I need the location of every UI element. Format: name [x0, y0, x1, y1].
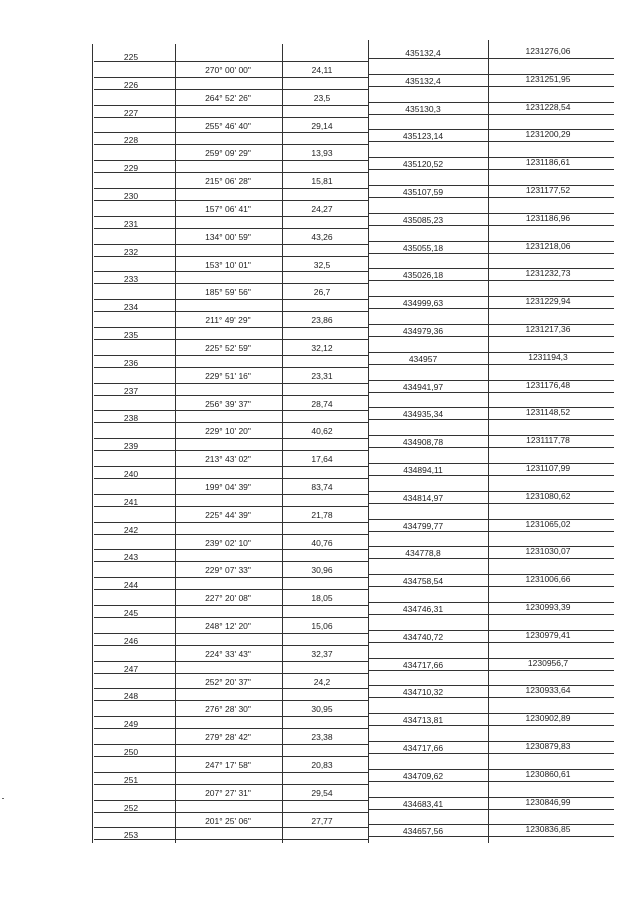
segment-length: 29,54 — [311, 787, 333, 798]
segment-length: 24,11 — [311, 65, 333, 75]
row-separator — [94, 522, 368, 523]
row-separator — [94, 466, 368, 467]
point-number: 228 — [123, 135, 139, 146]
segment-length: 32,12 — [311, 343, 333, 353]
point-number: 230 — [123, 191, 139, 201]
row-separator — [368, 86, 614, 87]
row-separator — [368, 225, 614, 226]
row-separator — [94, 188, 368, 189]
row-separator — [94, 244, 368, 245]
row-separator — [94, 605, 368, 606]
direction-angle: 239° 02' 10" — [205, 537, 251, 548]
row-separator — [368, 614, 614, 615]
direction-angle: 270° 00' 00" — [205, 65, 251, 75]
point-number: 231 — [123, 218, 139, 229]
row-separator — [368, 268, 614, 269]
column-divider — [368, 40, 369, 843]
segment-length: 20,83 — [311, 760, 333, 770]
row-separator — [368, 129, 614, 130]
row-separator — [94, 383, 368, 384]
direction-angle: 211° 49' 29" — [205, 315, 251, 326]
coordinate-x: 434717,66 — [402, 659, 444, 670]
direction-angle: 276° 28' 30" — [205, 704, 251, 715]
direction-angle: 225° 44' 39" — [205, 509, 251, 520]
coordinate-y: 1231030,07 — [525, 546, 571, 557]
point-number: 245 — [123, 608, 139, 618]
row-separator — [368, 503, 614, 504]
row-separator — [94, 661, 368, 662]
point-number: 236 — [123, 357, 139, 368]
segment-length: 26,7 — [313, 287, 331, 298]
point-number: 253 — [123, 830, 139, 841]
point-number: 240 — [123, 469, 139, 479]
row-separator — [94, 772, 368, 773]
coordinate-y: 1231006,66 — [525, 574, 571, 585]
row-separator — [368, 475, 614, 476]
row-separator — [368, 725, 614, 726]
direction-angle: 252° 20' 37" — [205, 676, 251, 687]
row-separator — [368, 419, 614, 420]
row-separator — [368, 241, 614, 242]
row-separator — [368, 58, 614, 59]
row-separator — [94, 827, 368, 828]
coordinate-x: 434979,36 — [402, 326, 444, 336]
coordinate-x: 435107,59 — [402, 187, 444, 197]
row-separator — [94, 438, 368, 439]
coordinate-x: 434799,77 — [402, 520, 444, 531]
segment-length: 23,38 — [311, 732, 333, 743]
coordinate-x: 434935,34 — [402, 409, 444, 420]
row-separator — [368, 324, 614, 325]
direction-angle: 279° 28' 42" — [205, 732, 251, 743]
row-separator — [368, 336, 614, 337]
point-number: 242 — [123, 524, 139, 535]
coordinate-y: 1230860,61 — [525, 768, 571, 779]
row-separator — [368, 642, 614, 643]
segment-length: 24,2 — [313, 676, 331, 687]
point-number: 233 — [123, 274, 139, 285]
row-separator — [368, 741, 614, 742]
row-separator — [368, 141, 614, 142]
point-number: 238 — [123, 413, 139, 424]
coordinate-y: 1230993,39 — [525, 602, 571, 612]
point-number: 232 — [123, 246, 139, 257]
coordinate-x: 434740,72 — [402, 631, 444, 642]
row-separator — [368, 74, 614, 75]
direction-angle: 199° 04' 39" — [205, 482, 251, 492]
point-number: 239 — [123, 441, 139, 452]
row-separator — [368, 197, 614, 198]
direction-angle: 229° 51' 16" — [205, 370, 251, 381]
column-divider — [488, 40, 489, 843]
row-separator — [368, 769, 614, 770]
direction-angle: 248° 12' 20" — [205, 621, 251, 631]
row-separator — [368, 280, 614, 281]
point-number: 241 — [123, 496, 139, 507]
point-number: 250 — [123, 747, 139, 757]
row-separator — [94, 271, 368, 272]
row-separator — [368, 352, 614, 353]
segment-length: 13,93 — [311, 148, 333, 159]
coordinate-x: 434999,63 — [402, 298, 444, 309]
row-separator — [368, 630, 614, 631]
row-separator — [368, 114, 614, 115]
row-separator — [368, 169, 614, 170]
row-separator — [94, 299, 368, 300]
row-separator — [94, 160, 368, 161]
coordinate-y: 1231194,3 — [528, 351, 568, 362]
row-separator — [368, 519, 614, 520]
direction-angle: 255° 46' 40" — [205, 120, 251, 131]
coordinate-y: 1230979,41 — [525, 629, 571, 640]
row-separator — [368, 836, 614, 837]
row-separator — [368, 392, 614, 393]
point-number: 235 — [123, 330, 139, 340]
point-number: 249 — [123, 719, 139, 730]
row-separator — [368, 253, 614, 254]
segment-length: 30,95 — [311, 704, 333, 715]
segment-length: 24,27 — [311, 204, 333, 214]
coordinate-y: 1231148,52 — [525, 407, 571, 418]
row-separator — [94, 355, 368, 356]
coordinate-y: 1230933,64 — [525, 685, 571, 696]
margin-mark — [2, 798, 4, 799]
segment-length: 32,5 — [313, 259, 331, 270]
coordinate-x: 434957 — [408, 353, 438, 364]
direction-angle: 157° 06' 41" — [205, 204, 251, 214]
segment-length: 18,05 — [311, 593, 333, 604]
direction-angle: 229° 10' 20" — [205, 426, 251, 437]
coordinate-y: 1231117,78 — [526, 435, 570, 446]
row-separator — [368, 364, 614, 365]
coordinate-x: 434710,32 — [402, 687, 444, 698]
direction-angle: 213° 43' 02" — [205, 454, 251, 465]
coordinate-y: 1230902,89 — [525, 713, 571, 724]
row-separator — [368, 713, 614, 714]
segment-length: 43,26 — [311, 231, 333, 242]
row-separator — [368, 586, 614, 587]
row-separator — [94, 132, 368, 133]
segment-length: 21,78 — [311, 509, 333, 520]
coordinate-x: 434894,11 — [403, 465, 443, 475]
point-number: 252 — [123, 802, 139, 813]
direction-angle: 224° 33' 43" — [205, 648, 251, 659]
point-number: 243 — [123, 552, 139, 563]
column-divider — [282, 44, 283, 843]
coordinate-y: 1231065,02 — [525, 518, 571, 529]
row-separator — [94, 105, 368, 106]
row-separator — [368, 602, 614, 603]
row-separator — [94, 327, 368, 328]
row-separator — [368, 753, 614, 754]
coordinate-y: 1230846,99 — [525, 796, 571, 807]
segment-length: 40,76 — [311, 537, 333, 548]
segment-length: 29,14 — [311, 120, 333, 131]
row-separator — [368, 546, 614, 547]
coordinate-x: 434709,62 — [402, 770, 444, 781]
row-separator — [368, 491, 614, 492]
row-separator — [368, 463, 614, 464]
point-number: 226 — [123, 79, 139, 90]
row-separator — [368, 531, 614, 532]
row-separator — [368, 185, 614, 186]
row-separator — [94, 410, 368, 411]
coordinate-y: 1230836,85 — [525, 824, 571, 835]
row-separator — [94, 494, 368, 495]
segment-length: 15,06 — [311, 621, 333, 631]
row-separator — [94, 549, 368, 550]
segment-length: 23,31 — [311, 370, 333, 381]
direction-angle: 215° 06' 28" — [205, 176, 251, 187]
row-separator — [368, 407, 614, 408]
segment-length: 30,96 — [311, 565, 333, 576]
direction-angle: 229° 07' 33" — [205, 565, 251, 576]
coordinate-y: 1231229,94 — [525, 296, 571, 307]
row-separator — [94, 577, 368, 578]
direction-angle: 264° 52' 26" — [205, 92, 251, 103]
segment-length: 27,77 — [311, 815, 333, 826]
coordinate-y: 1231177,52 — [525, 185, 571, 195]
coordinate-x: 435123,14 — [402, 131, 444, 142]
coordinate-y: 1231200,29 — [525, 129, 571, 140]
coordinate-x: 434941,97 — [402, 381, 444, 392]
segment-length: 28,74 — [311, 398, 333, 409]
point-number: 247 — [123, 663, 139, 674]
point-number: 248 — [123, 691, 139, 702]
coordinate-y: 1230956,7 — [527, 657, 569, 668]
coordinate-x: 434657,56 — [402, 826, 444, 837]
row-separator — [368, 685, 614, 686]
point-number: 234 — [123, 302, 139, 313]
point-number: 229 — [123, 163, 139, 174]
row-separator — [94, 216, 368, 217]
direction-angle: 134° 00' 59" — [205, 231, 251, 242]
row-separator — [94, 688, 368, 689]
coordinate-x: 434683,41 — [402, 798, 444, 809]
segment-length: 83,74 — [311, 482, 333, 492]
direction-angle: 185° 59' 56" — [205, 287, 251, 298]
coordinate-x: 434778,8 — [405, 548, 441, 559]
direction-angle: 207° 27' 31" — [205, 787, 251, 798]
coordinate-y: 1231228,54 — [525, 101, 571, 112]
row-separator — [368, 296, 614, 297]
row-separator — [368, 797, 614, 798]
point-number: 225 — [123, 52, 139, 62]
direction-angle: 259° 09' 29" — [205, 148, 251, 159]
row-separator — [368, 435, 614, 436]
row-separator — [368, 658, 614, 659]
row-separator — [94, 800, 368, 801]
segment-length: 32,37 — [311, 648, 333, 659]
coordinate-y: 1231232,73 — [525, 268, 571, 279]
row-separator — [368, 447, 614, 448]
coordinate-y: 1231186,96 — [525, 212, 571, 223]
coordinate-y: 1231251,95 — [525, 73, 571, 84]
row-separator — [368, 213, 614, 214]
row-separator — [368, 809, 614, 810]
segment-length: 17,64 — [311, 454, 333, 465]
coordinate-x: 434758,54 — [402, 576, 444, 587]
segment-length: 23,86 — [311, 315, 333, 326]
column-divider — [175, 44, 176, 843]
direction-angle: 256° 39' 37" — [205, 398, 251, 409]
point-number: 237 — [123, 385, 139, 396]
row-separator — [368, 824, 614, 825]
point-number: 227 — [123, 107, 139, 118]
direction-angle: 227° 20' 08" — [205, 593, 251, 604]
row-separator — [368, 574, 614, 575]
coordinate-x: 434814,97 — [402, 492, 444, 503]
coordinate-y: 1230879,83 — [525, 741, 571, 751]
row-separator — [368, 157, 614, 158]
row-separator — [94, 744, 368, 745]
row-separator — [368, 697, 614, 698]
row-separator — [368, 102, 614, 103]
segment-length: 23,5 — [313, 92, 331, 103]
coordinate-y: 1231080,62 — [525, 490, 571, 501]
coordinate-y: 1231107,99 — [525, 463, 571, 473]
row-separator — [94, 77, 368, 78]
row-separator — [368, 380, 614, 381]
coordinate-y: 1231276,06 — [525, 46, 571, 56]
coordinate-x: 435132,4 — [405, 48, 441, 58]
coordinate-y: 1231186,61 — [525, 157, 571, 168]
direction-angle: 225° 52' 59" — [205, 343, 251, 353]
coordinate-x: 435130,3 — [405, 103, 441, 114]
point-number: 251 — [123, 774, 139, 785]
row-separator — [368, 670, 614, 671]
row-separator — [368, 308, 614, 309]
row-separator — [94, 716, 368, 717]
direction-angle: 201° 25' 06" — [205, 815, 251, 826]
coordinate-y: 1231176,48 — [525, 379, 571, 390]
segment-length: 15,81 — [311, 176, 333, 187]
coordinate-x: 435120,52 — [402, 159, 444, 170]
point-number: 246 — [123, 635, 139, 646]
coordinate-x: 435055,18 — [402, 242, 444, 253]
coordinate-x: 435085,23 — [402, 214, 444, 225]
coordinate-x: 434713,81 — [402, 715, 444, 726]
direction-angle: 153° 10' 01" — [205, 259, 251, 270]
point-number: 244 — [123, 580, 139, 591]
direction-angle: 247° 17' 58" — [205, 760, 251, 770]
row-separator — [94, 633, 368, 634]
coordinate-x: 434908,78 — [402, 437, 444, 448]
row-separator — [368, 558, 614, 559]
coordinate-y: 1231217,36 — [525, 324, 571, 334]
column-divider — [92, 44, 93, 843]
coordinate-x: 435132,4 — [405, 75, 441, 86]
coordinate-x: 434717,66 — [402, 743, 444, 753]
coordinate-x: 435026,18 — [402, 270, 444, 281]
coordinate-x: 434746,31 — [402, 604, 444, 614]
coordinate-y: 1231218,06 — [525, 240, 571, 251]
segment-length: 40,62 — [311, 426, 333, 437]
row-separator — [368, 781, 614, 782]
